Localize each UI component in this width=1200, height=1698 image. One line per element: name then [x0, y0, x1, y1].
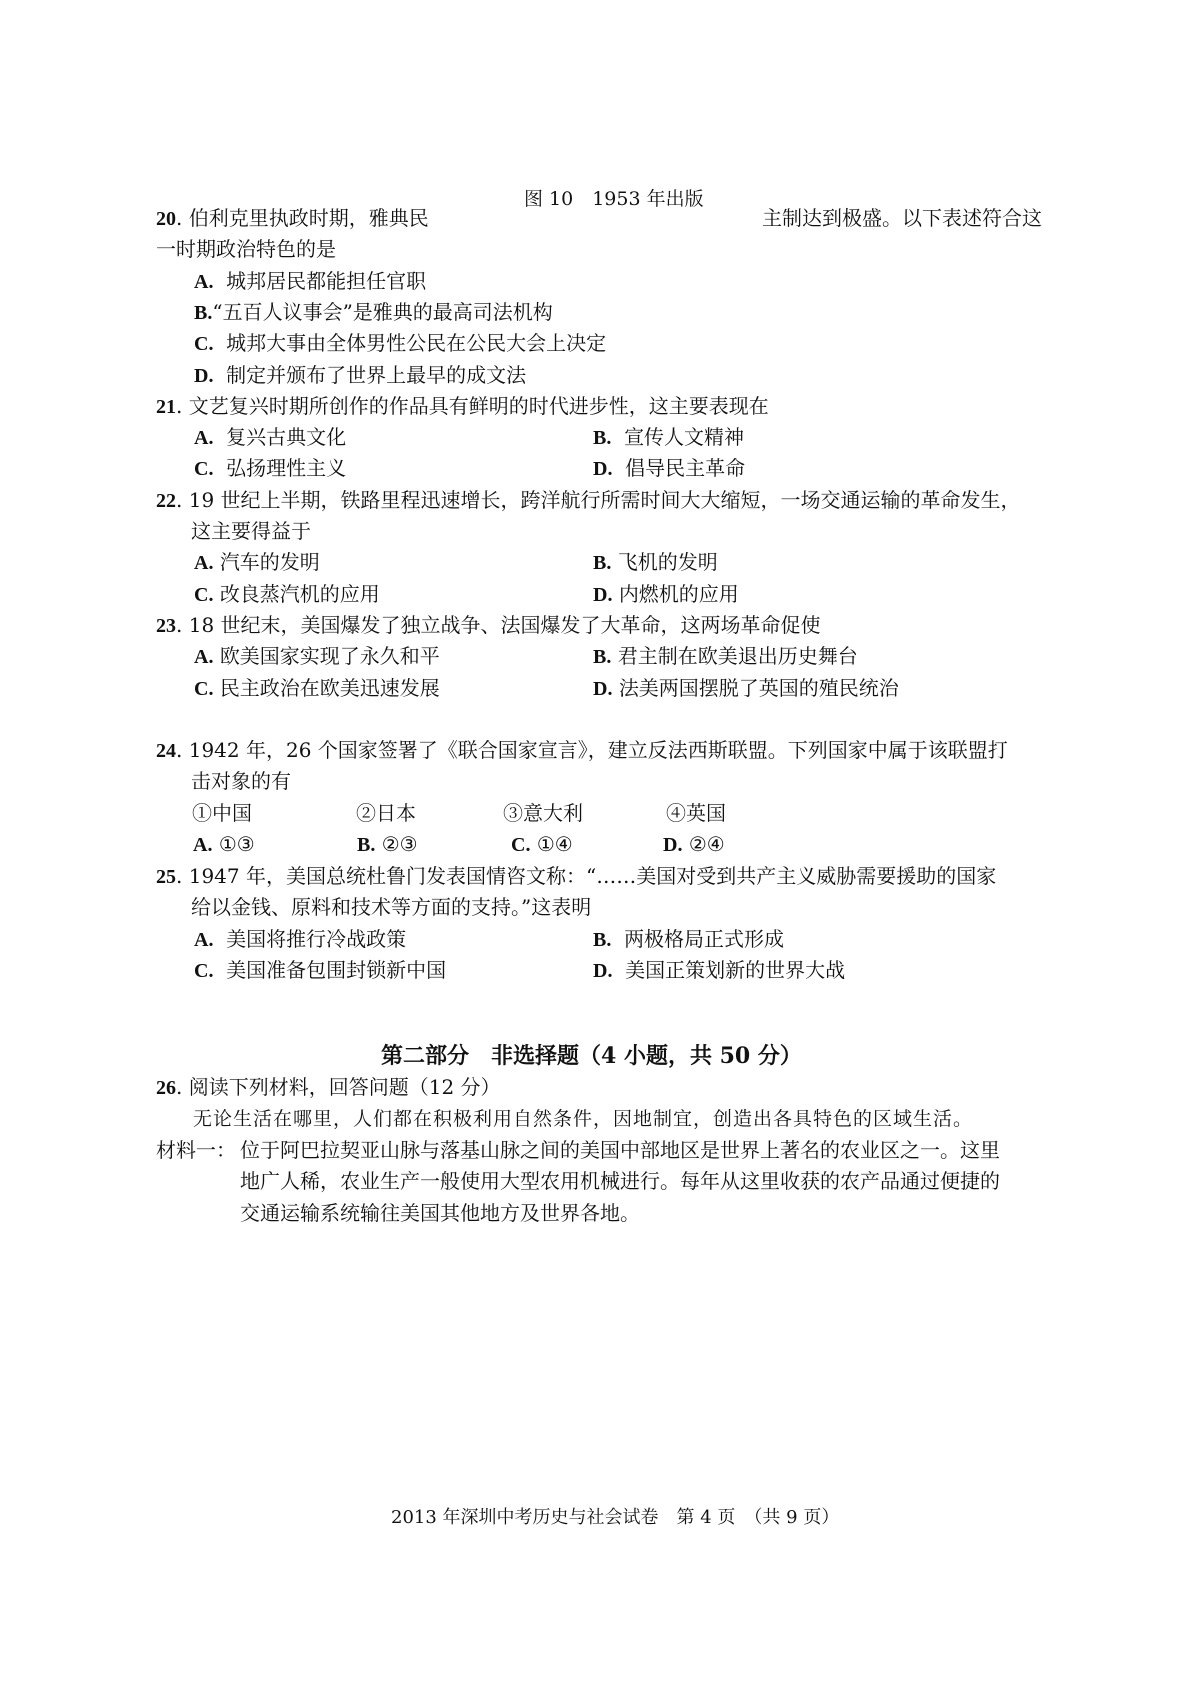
question-number: 24 — [156, 740, 176, 762]
question-number: 21 — [156, 396, 176, 418]
question-21-stem — [156, 391, 769, 422]
material-label: 材料一： — [156, 1138, 236, 1162]
figure-caption: 图 10 1953 年出版 — [524, 188, 704, 210]
material-intro: 无论生活在哪里，人们都在积极利用自然条件，因地制宜，创造出各具特色的区域生活。 — [193, 1108, 974, 1130]
option-d: D. 内燃机的应用 — [593, 582, 739, 606]
question-text: . 1947 年，美国总统杜鲁门发表国情咨文称：“……美国对受到共产主义威胁需要援助的国家 — [176, 864, 997, 888]
question-24-stem-line2: 击对象的有 — [191, 769, 291, 793]
question-22-stem-line2: 这主要得益于 — [191, 519, 311, 543]
option-a: A. 美国将推行冷战政策 — [194, 927, 407, 951]
option-b: B. 两极格局正式形成 — [593, 927, 785, 951]
question-number: 22 — [156, 490, 176, 512]
option-b: B. 宣传人文精神 — [593, 425, 745, 449]
option-b: B.“五百人议事会”是雅典的最高司法机构 — [194, 300, 553, 324]
page-footer: 2013 年深圳中考历史与社会试卷 第 4 页 （共 9 页） — [391, 1507, 840, 1528]
option-c: C. 美国准备包围封锁新中国 — [194, 958, 447, 982]
option-a: A. 城邦居民都能担任官职 — [194, 269, 427, 293]
option-a: A. ①③ — [193, 832, 255, 856]
question-text: . 阅读下列材料，回答问题（12 分） — [176, 1075, 501, 1099]
question-number: 26 — [156, 1077, 176, 1099]
item-2: ②日本 — [356, 801, 416, 825]
question-22-stem — [156, 485, 1021, 516]
option-d: D. 美国正策划新的世界大战 — [593, 958, 846, 982]
question-number: 20 — [156, 208, 176, 230]
option-d: D. 倡导民主革命 — [593, 456, 746, 480]
option-c: C. 弘扬理性主义 — [194, 456, 347, 480]
question-text: . 1942 年，26 个国家签署了《联合国家宣言》，建立反法西斯联盟。下列国家中属于该联盟打 — [176, 738, 1008, 762]
question-text: . 伯利克里执政时期，雅典民 — [176, 206, 429, 230]
question-20-stem-continued: 主制达到极盛。以下表述符合这 — [762, 206, 1042, 230]
item-1: ①中国 — [192, 801, 252, 825]
question-number: 25 — [156, 866, 176, 888]
option-b: B. 君主制在欧美退出历史舞台 — [593, 644, 858, 668]
option-c: C. 民主政治在欧美迅速发展 — [194, 676, 440, 700]
question-25-stem-line2: 给以金钱、原料和技术等方面的支持。”这表明 — [191, 895, 592, 919]
option-d: D. 法美两国摆脱了英国的殖民统治 — [593, 676, 899, 700]
question-26-stem — [156, 1072, 501, 1103]
question-24-stem — [156, 735, 1008, 766]
material-line: 地广人稀，农业生产一般使用大型农用机械进行。每年从这里收获的农产品通过便捷的 — [240, 1169, 1000, 1193]
option-d: D. 制定并颁布了世界上最早的成文法 — [194, 363, 527, 387]
option-a: A. 复兴古典文化 — [194, 425, 347, 449]
question-20-stem — [156, 203, 429, 234]
option-b: B. 飞机的发明 — [593, 550, 718, 574]
question-text: . 文艺复兴时期所创作的作品具有鲜明的时代进步性，这主要表现在 — [176, 394, 769, 418]
option-a: A. 汽车的发明 — [194, 550, 320, 574]
option-d: D. ②④ — [663, 832, 725, 856]
question-text: . 19 世纪上半期，铁路里程迅速增长，跨洋航行所需时间大大缩短，一场交通运输的革命发生， — [176, 488, 1021, 512]
question-20-stem-line2: 一时期政治特色的是 — [156, 237, 336, 261]
question-25-stem — [156, 861, 996, 892]
section-title: 第二部分 非选择题（4 小题，共 50 分） — [381, 1043, 802, 1069]
material-line: 位于阿巴拉契亚山脉与落基山脉之间的美国中部地区是世界上著名的农业区之一。这里 — [240, 1138, 1000, 1162]
material-line: 交通运输系统输往美国其他地方及世界各地。 — [240, 1201, 640, 1225]
option-c: C. 改良蒸汽机的应用 — [194, 582, 380, 606]
question-text: . 18 世纪末，美国爆发了独立战争、法国爆发了大革命，这两场革命促使 — [176, 613, 821, 637]
option-a: A. 欧美国家实现了永久和平 — [194, 644, 440, 668]
item-3: ③意大利 — [503, 801, 583, 825]
item-4: ④英国 — [666, 801, 726, 825]
option-b: B. ②③ — [357, 832, 418, 856]
question-23-stem — [156, 610, 821, 641]
question-number: 23 — [156, 615, 176, 637]
option-c: C. 城邦大事由全体男性公民在公民大会上决定 — [194, 331, 607, 355]
option-c: C. ①④ — [511, 832, 573, 856]
